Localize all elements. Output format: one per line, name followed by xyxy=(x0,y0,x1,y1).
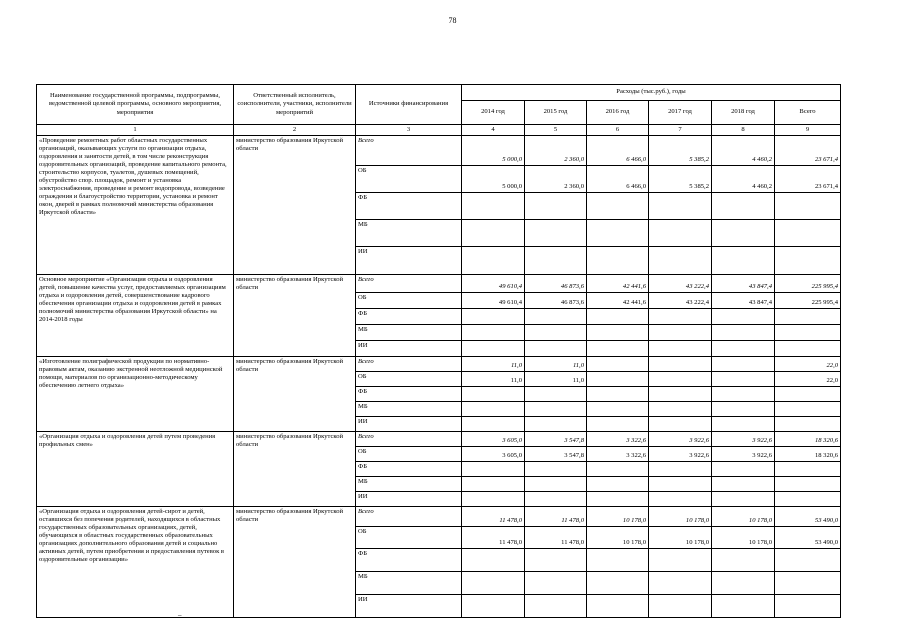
amount-cell: 5 000,0 xyxy=(462,166,525,193)
amount-cell xyxy=(712,372,775,387)
amount-cell xyxy=(775,309,841,325)
total-cell: 5 385,2 xyxy=(649,136,712,166)
funding-source: ИИ xyxy=(356,595,462,618)
header-year: 2017 год xyxy=(649,101,712,125)
header-expenses: Расходы (тыс.руб.), годы xyxy=(462,85,841,101)
total-cell: 11 478,0 xyxy=(462,507,525,527)
amount-cell xyxy=(712,462,775,477)
total-cell: 43 222,4 xyxy=(649,275,712,293)
amount-cell xyxy=(649,193,712,220)
total-cell: 3 922,6 xyxy=(649,432,712,447)
activity-name: «Организация отдыха и оздоровления детей-сирот и детей, оставшихся без попечения родителей, находящихся в областных государственных образовательных организациях, детей, обучающихся в областных государственных образовательных организациях дополнительного образования детей и социально активных детей, путем приобретения и предоставления путевок в оздоровительные организации» xyxy=(37,507,234,618)
amount-cell xyxy=(775,247,841,275)
header-executor: Ответственный исполнитель, соисполнители, участники, исполнители мероприятий xyxy=(234,85,356,125)
amount-cell: 43 222,4 xyxy=(649,293,712,309)
total-cell: 43 847,4 xyxy=(712,275,775,293)
col-number: 3 xyxy=(356,125,462,136)
funding-source: Всего xyxy=(356,357,462,372)
amount-cell xyxy=(462,462,525,477)
amount-cell xyxy=(525,247,587,275)
executor-name: министерство образования Иркутской области xyxy=(234,357,356,432)
amount-cell: 49 610,4 xyxy=(462,293,525,309)
amount-cell xyxy=(462,572,525,595)
amount-cell xyxy=(775,462,841,477)
activity-name: «Организация отдыха и оздоровления детей путем проведения профильных смен» xyxy=(37,432,234,507)
funding-source: Всего xyxy=(356,507,462,527)
total-cell: 6 466,0 xyxy=(587,136,649,166)
amount-cell xyxy=(649,549,712,572)
amount-cell xyxy=(462,477,525,492)
funding-source: ИИ xyxy=(356,492,462,507)
amount-cell: 43 847,4 xyxy=(712,293,775,309)
col-number: 1 xyxy=(37,125,234,136)
amount-cell: 3 605,0 xyxy=(462,447,525,462)
funding-source: Всего xyxy=(356,275,462,293)
total-cell: 11,0 xyxy=(525,357,587,372)
amount-cell: 3 547,8 xyxy=(525,447,587,462)
total-cell: 225 995,4 xyxy=(775,275,841,293)
amount-cell xyxy=(525,477,587,492)
amount-cell xyxy=(587,549,649,572)
header-year: 2016 год xyxy=(587,101,649,125)
funding-source: МБ xyxy=(356,572,462,595)
table-row xyxy=(37,432,841,447)
amount-cell xyxy=(525,220,587,247)
amount-cell xyxy=(649,325,712,341)
total-cell: 22,0 xyxy=(775,357,841,372)
amount-cell: 11 478,0 xyxy=(525,527,587,549)
funding-source: МБ xyxy=(356,325,462,341)
amount-cell: 3 922,6 xyxy=(649,447,712,462)
budget-table xyxy=(36,84,841,618)
amount-cell: 18 320,6 xyxy=(775,447,841,462)
amount-cell xyxy=(712,595,775,618)
amount-cell xyxy=(587,325,649,341)
amount-cell: 10 178,0 xyxy=(712,527,775,549)
amount-cell xyxy=(462,492,525,507)
amount-cell xyxy=(712,417,775,432)
amount-cell: 11,0 xyxy=(462,372,525,387)
amount-cell xyxy=(462,387,525,402)
amount-cell: 53 490,0 xyxy=(775,527,841,549)
scan-mark: _ xyxy=(178,609,182,617)
col-number: 2 xyxy=(234,125,356,136)
total-cell xyxy=(649,357,712,372)
amount-cell xyxy=(712,402,775,417)
amount-cell: 2 360,0 xyxy=(525,166,587,193)
amount-cell: 10 178,0 xyxy=(587,527,649,549)
amount-cell xyxy=(587,417,649,432)
total-cell: 18 320,6 xyxy=(775,432,841,447)
table-row xyxy=(37,357,841,372)
amount-cell xyxy=(587,595,649,618)
funding-source: ФБ xyxy=(356,309,462,325)
amount-cell xyxy=(587,372,649,387)
amount-cell xyxy=(775,549,841,572)
total-cell: 11 478,0 xyxy=(525,507,587,527)
header-name: Наименование государственной программы, подпрограммы, ведомственной целевой программы, основного мероприятия, мероприятия xyxy=(37,85,234,125)
amount-cell xyxy=(712,572,775,595)
amount-cell xyxy=(587,477,649,492)
total-cell: 42 441,6 xyxy=(587,275,649,293)
funding-source: Всего xyxy=(356,432,462,447)
amount-cell: 46 873,6 xyxy=(525,293,587,309)
amount-cell xyxy=(775,387,841,402)
table-row xyxy=(37,507,841,527)
total-cell: 53 490,0 xyxy=(775,507,841,527)
amount-cell xyxy=(462,247,525,275)
amount-cell xyxy=(712,309,775,325)
total-cell: 46 873,6 xyxy=(525,275,587,293)
activity-name: Основное мероприятие «Организация отдыха и оздоровления детей, повышение качества услуг, предоставляемых организациям отдыха и оздоровления детей, совершенствование кадрового обеспечения организации отдыха и оздоровления детей в рамках полномочий министерства образования Иркутской области» на 2014-2018 годы xyxy=(37,275,234,357)
col-number: 4 xyxy=(462,125,525,136)
funding-source: МБ xyxy=(356,220,462,247)
amount-cell xyxy=(587,572,649,595)
amount-cell xyxy=(462,325,525,341)
total-cell: 3 547,8 xyxy=(525,432,587,447)
funding-source: ОБ xyxy=(356,166,462,193)
funding-source: ОБ xyxy=(356,372,462,387)
amount-cell xyxy=(587,309,649,325)
amount-cell xyxy=(462,309,525,325)
total-cell: 11,0 xyxy=(462,357,525,372)
header-year: 2014 год xyxy=(462,101,525,125)
amount-cell: 11 478,0 xyxy=(462,527,525,549)
amount-cell xyxy=(462,193,525,220)
total-cell: 49 610,4 xyxy=(462,275,525,293)
amount-cell xyxy=(649,492,712,507)
amount-cell xyxy=(775,477,841,492)
col-number: 6 xyxy=(587,125,649,136)
amount-cell xyxy=(775,402,841,417)
amount-cell: 5 385,2 xyxy=(649,166,712,193)
amount-cell xyxy=(712,549,775,572)
funding-source: ОБ xyxy=(356,527,462,549)
amount-cell xyxy=(649,341,712,357)
header-sources: Источники финансирования xyxy=(356,85,462,125)
funding-source: МБ xyxy=(356,477,462,492)
funding-source: ИИ xyxy=(356,417,462,432)
total-cell: 10 178,0 xyxy=(587,507,649,527)
funding-source: ОБ xyxy=(356,447,462,462)
amount-cell: 11,0 xyxy=(525,372,587,387)
total-cell: 10 178,0 xyxy=(712,507,775,527)
amount-cell xyxy=(649,220,712,247)
amount-cell xyxy=(525,572,587,595)
amount-cell xyxy=(712,492,775,507)
executor-name: министерство образования Иркутской области xyxy=(234,136,356,275)
col-number: 9 xyxy=(775,125,841,136)
amount-cell xyxy=(525,341,587,357)
amount-cell xyxy=(775,417,841,432)
header-year: 2018 год xyxy=(712,101,775,125)
amount-cell xyxy=(525,325,587,341)
total-cell xyxy=(587,357,649,372)
amount-cell xyxy=(525,492,587,507)
amount-cell xyxy=(775,572,841,595)
funding-source: Всего xyxy=(356,136,462,166)
funding-source: ФБ xyxy=(356,549,462,572)
amount-cell xyxy=(525,387,587,402)
amount-cell xyxy=(525,309,587,325)
amount-cell xyxy=(712,387,775,402)
total-cell: 10 178,0 xyxy=(649,507,712,527)
amount-cell xyxy=(775,595,841,618)
amount-cell xyxy=(462,417,525,432)
amount-cell xyxy=(525,193,587,220)
amount-cell: 10 178,0 xyxy=(649,527,712,549)
amount-cell xyxy=(712,341,775,357)
funding-source: ИИ xyxy=(356,247,462,275)
amount-cell xyxy=(587,247,649,275)
amount-cell xyxy=(775,492,841,507)
amount-cell xyxy=(649,595,712,618)
col-number: 5 xyxy=(525,125,587,136)
amount-cell xyxy=(587,462,649,477)
total-cell xyxy=(712,357,775,372)
amount-cell: 42 441,6 xyxy=(587,293,649,309)
activity-name: «Проведение ремонтных работ областных государственных организаций, оказывающих услуги по организации отдыха, оздоровления и занятости детей, в том числе реконструкция оздоровительных организаций, проведение капитального ремонта, строительство корпусов, туалетов, душевых помещений, обустройство спор. площадок, ремонт и установка электроснабжения, проведение и ремонт водопровода, возведение ограждения и благоустройство территории, установка и ремонт окон, дверей в рамках полномочий министерства образования Иркутской области» xyxy=(37,136,234,275)
amount-cell: 225 995,4 xyxy=(775,293,841,309)
activity-name: «Изготовление полиграфической продукции по нормативно-правовым актам, оказанию экстренной неотложной медицинской помощи, материалов по организационно-методическому обеспечению летнего отдыха» xyxy=(37,357,234,432)
total-cell: 5 000,0 xyxy=(462,136,525,166)
amount-cell xyxy=(525,417,587,432)
amount-cell xyxy=(649,572,712,595)
amount-cell xyxy=(587,492,649,507)
total-cell: 2 360,0 xyxy=(525,136,587,166)
total-cell: 4 460,2 xyxy=(712,136,775,166)
total-cell: 3 322,6 xyxy=(587,432,649,447)
header-total: Всего xyxy=(775,101,841,125)
executor-name: министерство образования Иркутской области xyxy=(234,432,356,507)
funding-source: ФБ xyxy=(356,193,462,220)
amount-cell xyxy=(525,402,587,417)
amount-cell xyxy=(649,417,712,432)
amount-cell xyxy=(587,402,649,417)
amount-cell xyxy=(462,402,525,417)
funding-source: ОБ xyxy=(356,293,462,309)
amount-cell xyxy=(712,325,775,341)
page-number: 78 xyxy=(448,16,457,25)
executor-name: министерство образования Иркутской области xyxy=(234,275,356,357)
amount-cell xyxy=(649,477,712,492)
amount-cell xyxy=(525,549,587,572)
amount-cell xyxy=(649,462,712,477)
amount-cell: 6 466,0 xyxy=(587,166,649,193)
amount-cell xyxy=(649,372,712,387)
funding-source: ФБ xyxy=(356,387,462,402)
amount-cell xyxy=(775,325,841,341)
total-cell: 3 922,6 xyxy=(712,432,775,447)
amount-cell xyxy=(587,387,649,402)
amount-cell xyxy=(775,193,841,220)
funding-source: ФБ xyxy=(356,462,462,477)
amount-cell xyxy=(775,220,841,247)
amount-cell: 22,0 xyxy=(775,372,841,387)
total-cell: 23 671,4 xyxy=(775,136,841,166)
amount-cell xyxy=(587,193,649,220)
amount-cell xyxy=(462,341,525,357)
amount-cell xyxy=(649,309,712,325)
amount-cell xyxy=(649,402,712,417)
amount-cell xyxy=(525,462,587,477)
amount-cell xyxy=(649,247,712,275)
amount-cell: 3 922,6 xyxy=(712,447,775,462)
amount-cell xyxy=(587,220,649,247)
amount-cell: 3 322,6 xyxy=(587,447,649,462)
funding-source: ИИ xyxy=(356,341,462,357)
amount-cell xyxy=(462,220,525,247)
table-row xyxy=(37,136,841,166)
executor-name: министерство образования Иркутской области xyxy=(234,507,356,618)
header-year: 2015 год xyxy=(525,101,587,125)
amount-cell: 4 460,2 xyxy=(712,166,775,193)
amount-cell xyxy=(775,341,841,357)
amount-cell xyxy=(712,247,775,275)
table-row xyxy=(37,275,841,293)
amount-cell xyxy=(712,220,775,247)
amount-cell xyxy=(649,387,712,402)
funding-source: МБ xyxy=(356,402,462,417)
amount-cell xyxy=(587,341,649,357)
col-number: 8 xyxy=(712,125,775,136)
col-number: 7 xyxy=(649,125,712,136)
amount-cell xyxy=(462,549,525,572)
amount-cell xyxy=(525,595,587,618)
amount-cell xyxy=(462,595,525,618)
amount-cell xyxy=(712,477,775,492)
total-cell: 3 605,0 xyxy=(462,432,525,447)
amount-cell xyxy=(712,193,775,220)
amount-cell: 23 671,4 xyxy=(775,166,841,193)
